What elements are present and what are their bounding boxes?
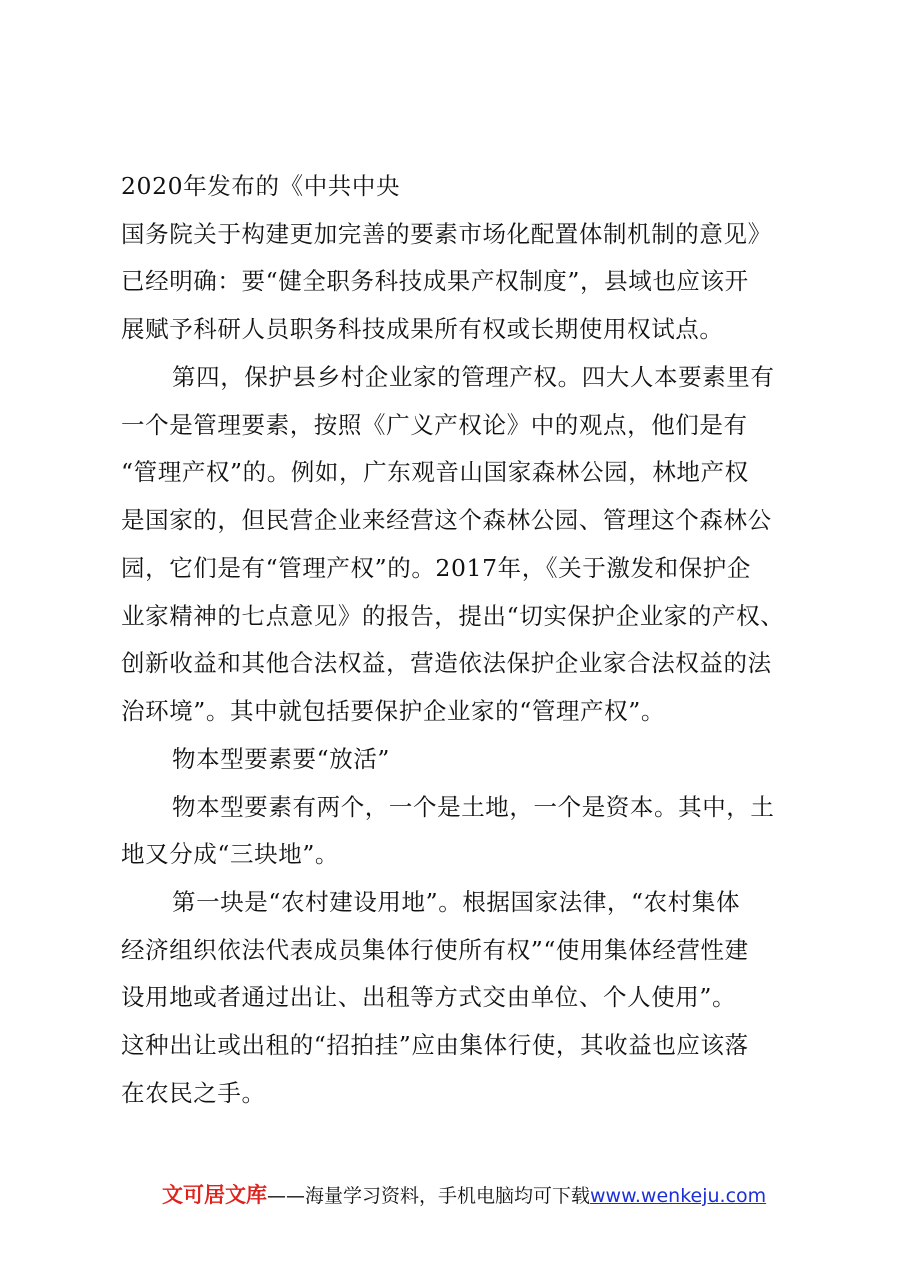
text-line: 这种出让或出租的“招拍挂”应由集体行使，其收益也应该落 — [121, 1031, 749, 1059]
paragraph-start-line: 第四，保护县乡村企业家的管理产权。四大人本要素里有 — [172, 363, 775, 391]
footer-url-link[interactable]: www.wenkeju.com — [590, 1185, 767, 1207]
text-line: “管理产权”的。例如，广东观音山国家森林公园，林地产权 — [121, 458, 749, 486]
text-line: 是国家的，但民营企业来经营这个森林公园、管理这个森林公 — [121, 506, 772, 534]
text-line: 设用地或者通过出让、出租等方式交由单位、个人使用”。 — [121, 983, 737, 1011]
section-heading: 物本型要素要“放活” — [172, 745, 391, 773]
text-line: 国务院关于构建更加完善的要素市场化配置体制机制的意见》 — [121, 220, 772, 248]
paragraph-start-line: 第一块是“农村建设用地”。根据国家法律，“农村集体 — [172, 888, 741, 916]
text-line: 经济组织依法代表成员集体行使所有权”“使用集体经营性建 — [121, 936, 749, 964]
text-line: 地又分成“三块地”。 — [121, 840, 340, 868]
text-line: 展赋予科研人员职务科技成果所有权或长期使用权试点。 — [121, 315, 724, 343]
footer-slogan: ——海量学习资料，手机电脑均可下载 — [267, 1185, 591, 1207]
text-line: 一个是管理要素，按照《广义产权论》中的观点，他们是有 — [121, 411, 748, 439]
paragraph-start-line: 物本型要素有两个，一个是土地，一个是资本。其中，土 — [172, 793, 775, 821]
text-line: 在农民之手。 — [121, 1079, 266, 1107]
text-line: 已经明确：要“健全职务科技成果产权制度”，县域也应该开 — [121, 267, 749, 295]
text-line: 园，它们是有“管理产权”的。2017年，《关于激发和保护企 — [121, 554, 751, 582]
text-line: 业家精神的七点意见》的报告，提出“切实保护企业家的产权、 — [121, 602, 785, 630]
text-line: 2020年发布的《中共中央 — [121, 172, 401, 200]
text-line: 创新收益和其他合法权益，营造依法保护企业家合法权益的法 — [121, 649, 772, 677]
footer-banner — [162, 1180, 766, 1211]
footer-brand: 文可居文库 — [162, 1183, 267, 1207]
text-line: 治环境”。其中就包括要保护企业家的“管理产权”。 — [121, 697, 665, 725]
